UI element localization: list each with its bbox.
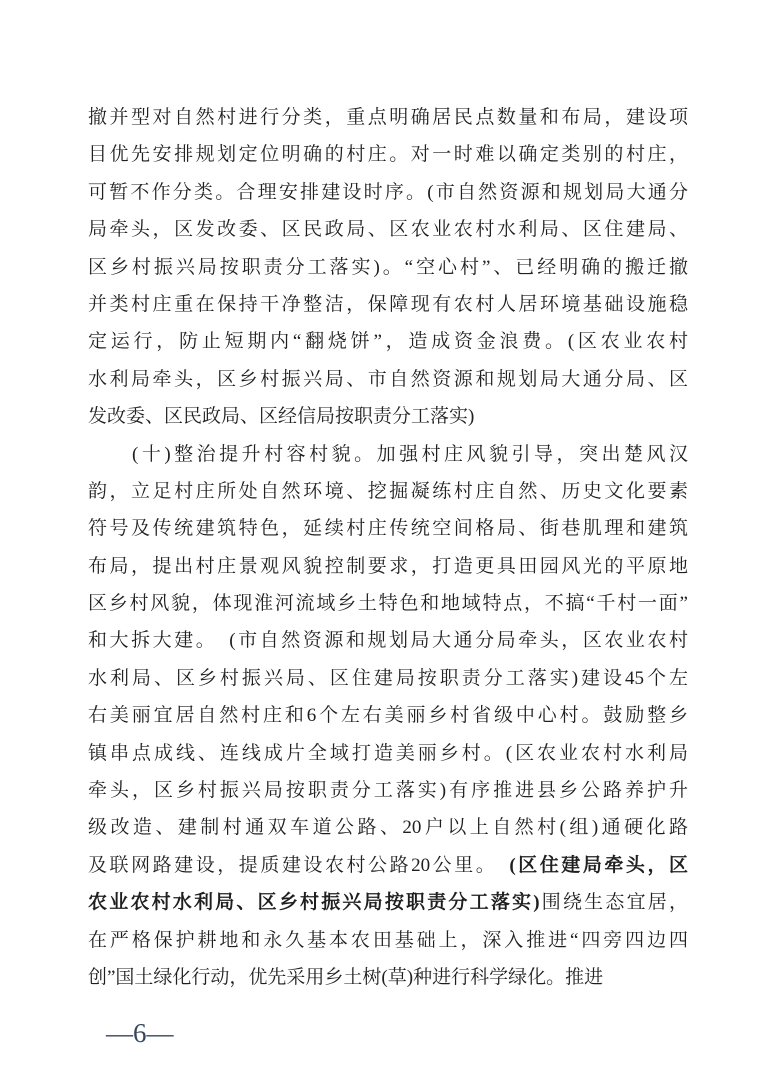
text-run: 区乡村振兴局按职责分工落实)。“空心村”、已经明确的搬迁撤 [88, 256, 688, 278]
text-line [88, 398, 688, 435]
text-line [88, 772, 688, 809]
department-annotation: 农业农村水利局、区乡村振兴局按职责分工落实) [88, 892, 540, 914]
page-number: —6— [106, 1018, 174, 1048]
text-line [88, 585, 688, 622]
text-run: 镇串点成线、连线成片全域打造美丽乡村。(区农业农村水利局 [88, 742, 688, 764]
text-line [88, 660, 688, 697]
text-line [88, 136, 688, 173]
text-run: 创”国土绿化行动，优先采用乡土树(草)种进行科学绿化。推进 [88, 966, 604, 988]
text-run: 右美丽宜居自然村庄和6个左右美丽乡村省级中心村。鼓励整乡 [88, 705, 688, 727]
department-annotation: (区住建局牵头，区 [509, 854, 688, 876]
text-run: 水利局牵头，区乡村振兴局、市自然资源和规划局大通分局、区 [88, 368, 688, 390]
paragraph-continuation [88, 99, 688, 436]
text-run: 局牵头，区发改委、区民政局、区农业农村水利局、区住建局、 [88, 219, 688, 241]
text-line [88, 548, 688, 585]
text-run: 定运行，防止短期内“翻烧饼”，造成资金浪费。(区农业农村 [88, 331, 688, 353]
text-run: 在严格保护耕地和永久基本农田基础上，深入推进“四旁四边四 [88, 929, 688, 951]
text-run: 和大拆大建。 (市自然资源和规划局大通分局牵头，区农业农村 [88, 630, 688, 652]
text-run: 撤并型对自然村进行分类，重点明确居民点数量和布局，建设项 [88, 107, 688, 128]
text-run: 级改造、建制村通双车道公路、20户以上自然村(组)通硬化路 [88, 817, 688, 839]
text-run: 水利局、区乡村振兴局、区住建局按职责分工落实)建设45个左 [88, 667, 688, 689]
text-line [88, 99, 688, 136]
text-line [88, 211, 688, 248]
text-run: 韵，立足村庄所处自然环境、挖掘凝练村庄自然、历史文化要素 [88, 480, 688, 502]
text-line [88, 323, 688, 360]
paragraph-item-ten [88, 436, 688, 997]
text-run: 发改委、区民政局、区经信局按职责分工落实) [88, 406, 475, 428]
text-run: 并类村庄重在保持干净整洁，保障现有农村人居环境基础设施稳 [88, 293, 688, 315]
text-line [88, 922, 688, 959]
text-run: 及联网路建设，提质建设农村公路20公里。 [88, 854, 510, 876]
text-line [88, 735, 688, 772]
text-line [88, 884, 688, 921]
text-run: 目优先安排规划定位明确的村庄。对一时难以确定类别的村庄， [88, 144, 688, 166]
text-line [88, 249, 688, 286]
text-line [88, 847, 688, 884]
text-line [88, 473, 688, 510]
document-body [88, 99, 688, 996]
text-line [88, 510, 688, 547]
text-run: (十)整治提升村容村貌。加强村庄风貌引导，突出楚风汉 [132, 443, 688, 465]
text-run: 围绕生态宜居， [539, 892, 688, 914]
text-line [88, 809, 688, 846]
text-run: 可暂不作分类。合理安排建设时序。(市自然资源和规划局大通分 [88, 181, 688, 203]
text-line [88, 286, 688, 323]
text-line [88, 622, 688, 659]
text-run: 区乡村风貌，体现淮河流域乡土特色和地域特点，不搞“千村一面” [88, 593, 688, 615]
text-line [88, 697, 688, 734]
text-run: 牵头，区乡村振兴局按职责分工落实)有序推进县乡公路养护升 [88, 780, 688, 802]
text-line [88, 361, 688, 398]
text-line [88, 174, 688, 211]
text-run: 布局，提出村庄景观风貌控制要求，打造更具田园风光的平原地 [88, 555, 688, 577]
text-run: 符号及传统建筑特色，延续村庄传统空间格局、街巷肌理和建筑 [88, 518, 688, 540]
text-line [88, 959, 688, 996]
text-line [88, 436, 688, 473]
